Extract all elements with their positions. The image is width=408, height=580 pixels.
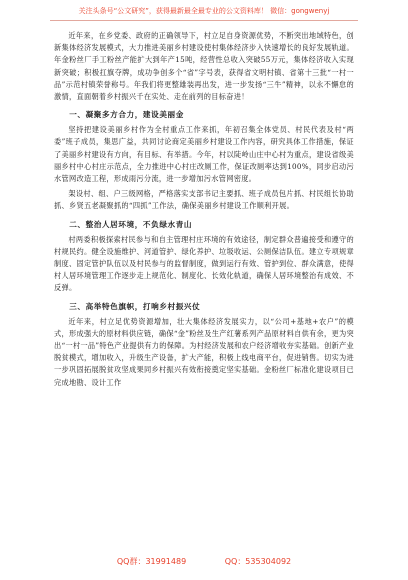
header-notice: 关注头条号“公文研究”，获得最新最全最专业的公文资料库！ 微信：gongwenyj <box>78 7 330 15</box>
footer-contact <box>0 556 408 567</box>
paragraph-environment: 村两委积极探索村民参与和自主管理村庄环境的有效途径，制定群众普遍接受和遵守的村规民约。健全设施维护、河道管护、绿化养护、垃圾收运、公厕保洁队伍。建立专项规章制度、固定管护队伍以及村民参与的监督制度，做到运行有效、管护到位、群众满意，使得村人居环境管理工作逐步走上规范化、制度化、长效化轨道，确保人居环境整治有成效、不反弹。 <box>54 234 354 293</box>
footer-qq-group: QQ群：31991489 <box>116 557 187 566</box>
section-title-2: 二、整治人居环境，不负绿水青山 <box>69 219 193 229</box>
footer-qq: QQ：535304092 <box>224 557 292 566</box>
section-title-3: 三、高举特色旗帜，打响乡村振兴仗 <box>69 301 201 311</box>
section-title-1: 一、凝聚多方合力，建设美丽金 <box>69 110 184 120</box>
document-body <box>54 30 354 389</box>
paragraph-beautiful-village: 坚持把建设美丽乡村作为全村重点工作来抓，年初召集全体党员、村民代表及村“两委”班子成员，集思广益，共同讨论商定美丽乡村建设工作内容，研究具体工作措施，保证了美丽乡村建设有方向，有目标、有举措。今年，村以陡岭山庄中心村为重点，建设省级美丽乡村中心村庄示范点，全力推进中心村庄改厕工作，保证改厕率达到100%，同步启动污水管网改造工程，形成雨污分流，进一步增加污水管网密度。 <box>54 125 354 184</box>
paragraph-industry: 近年来，村立足优势资源增加，壮大集体经济发展实力，以“公司+基地+农户”的模式，形成强大的原材料供应链，确保“金”粉丝及生产红薯系列产品原材料自供有余，更为突出“一村一品”特色产业提供有力的保障。为村经济发展和农户经济增收夯实基础。创新产业脱贫模式，增加收入，升级生产设备，扩大产能，积极上线电商平台，促进销售。切实为进一步巩固拓展脱贫攻坚成果同乡村振兴有效衔接奠定坚实基础。金粉丝厂标准化建设项目已完成地勘、设计工作 <box>54 316 354 387</box>
paragraph-grid-management: 架设村、组、户三级网格，严格落实支部书记主要抓、班子成员包片抓、村民组长协助抓、乡贤五老凝聚抓的“四抓”工作法，确保美丽乡村建设工作顺利开展。 <box>54 189 354 211</box>
header-divider <box>50 20 358 21</box>
paragraph-intro: 近年来，在乡党委、政府的正确领导下，村立足自身资源优势，不断突出地域特色，创新集体经济发展模式，大力推进美丽乡村建设使村集体经济步入快速增长的良好发展轨道。年金粉丝厂手工粉丝产能扩大到年产15吨，经营性总收入突破55万元，集体经济收入实现新突破；积极扛旗夺牌，成功争创多个“省”字号表，获得省文明村镇、省第十三批“一村一品”示范村镇荣誉称号。年我们将更整雄装再出发，进一步发扬“三牛”精神，以永不懈怠的激情，直面朝着乡村振兴千在实处、走在前列的目标奋进！ <box>54 31 354 102</box>
